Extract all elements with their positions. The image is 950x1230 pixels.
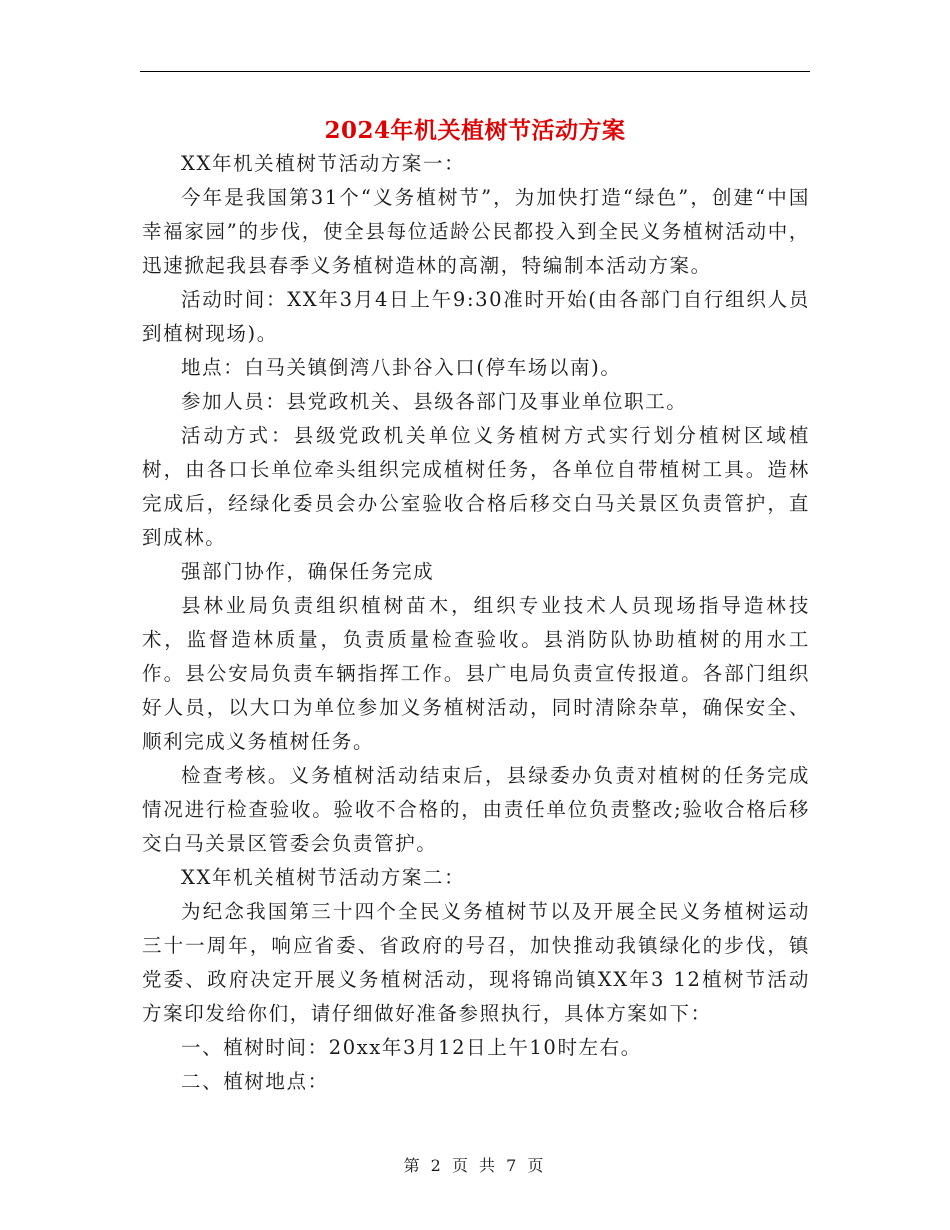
paragraph: 活动时间：XX年3月4日上午9:30准时开始(由各部门自行组织人员到植树现场)。 (142, 288, 810, 345)
header-rule (140, 71, 810, 72)
document-title: 2024年机关植树节活动方案 (324, 117, 626, 144)
paragraph: 为纪念我国第三十四个全民义务植树节以及开展全民义务植树运动三十一周年，响应省委、省政府的号召，加快推动我镇绿化的步伐，镇党委、政府决定开展义务植树活动，现将锦尚镇XX年3 12植树节活动方案印发给你们，请仔细做好准备参照执行，具体方案如下： (142, 900, 810, 1025)
paragraph: XX年机关植树节活动方案二： (181, 866, 466, 889)
paragraph: 一、植树时间：20xx年3月12日上午10时左右。 (181, 1036, 642, 1059)
paragraph: 二、植树地点： (181, 1070, 329, 1093)
document-body (142, 147, 810, 1099)
paragraph: 强部门协作，确保任务完成 (181, 560, 435, 583)
paragraph: XX年机关植树节活动方案一： (181, 152, 466, 175)
paragraph: 活动方式：县级党政机关单位义务植树方式实行划分植树区域植树，由各口长单位牵头组织完成植树任务，各单位自带植树工具。造林完成后，经绿化委员会办公室验收合格后移交白马关景区负责管护，直到成林。 (142, 424, 810, 549)
paragraph: 参加人员：县党政机关、县级各部门及事业单位职工。 (181, 390, 688, 413)
paragraph: 地点：白马关镇倒湾八卦谷入口(停车场以南)。 (181, 356, 622, 379)
paragraph: 县林业局负责组织植树苗木，组织专业技术人员现场指导造林技术，监督造林质量，负责质量检查验收。县消防队协助植树的用水工作。县公安局负责车辆指挥工作。县广电局负责宣传报道。各部门组织好人员，以大口为单位参加义务植树活动，同时清除杂草，确保安全、顺利完成义务植树任务。 (142, 594, 810, 753)
paragraph: 今年是我国第31个“义务植树节”，为加快打造“绿色”，创建“中国幸福家园”的步伐，使全县每位适龄公民都投入到全民义务植树活动中，迅速掀起我县春季义务植树造林的高潮，特编制本活动方案。 (142, 186, 810, 277)
page-number-footer: 第 2 页 共 7 页 (403, 1156, 547, 1175)
paragraph: 检查考核。义务植树活动结束后，县绿委办负责对植树的任务完成情况进行检查验收。验收不合格的，由责任单位负责整改;验收合格后移交白马关景区管委会负责管护。 (142, 764, 810, 855)
